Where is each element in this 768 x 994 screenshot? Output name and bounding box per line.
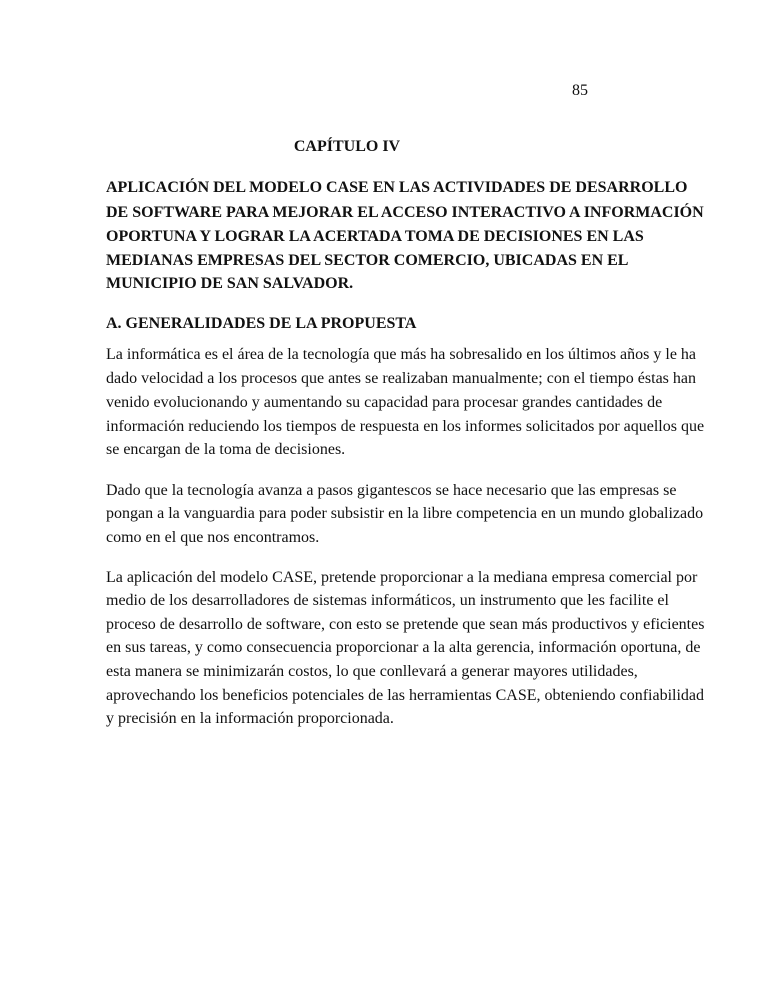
chapter-title: CAPÍTULO IV [293,138,401,155]
paragraph-line: en sus tareas, y como consecuencia proporcionar a la alta gerencia, información oportuna, de [106,639,701,656]
paragraph-line: medio de los desarrolladores de sistemas informáticos, un instrumento que les facilite el [106,592,669,609]
paragraph-line: aprovechando los beneficios potenciales de las herramientas CASE, obteniendo confiabilidad [106,687,705,704]
section-title: A. GENERALIDADES DE LA PROPUESTA [106,315,417,332]
paragraph-line: pongan a la vanguardia para poder subsistir en la libre competencia en un mundo globalizado [106,505,704,522]
paragraph-line: y precisión en la información proporcionada. [106,710,394,727]
heading-line: DE SOFTWARE PARA MEJORAR EL ACCESO INTERACTIVO A INFORMACIÓN [106,204,704,221]
paragraph-line: La informática es el área de la tecnología que más ha sobresalido en los últimos años y le ha [106,346,697,363]
heading-line: MEDIANAS EMPRESAS DEL SECTOR COMERCIO, UBICADAS EN EL [106,252,629,269]
paragraph-line: La aplicación del modelo CASE, pretende proporcionar a la mediana empresa comercial por [106,569,698,586]
paragraph-line: esta manera se minimizarán costos, lo que conllevará a generar mayores utilidades, [106,663,638,680]
paragraph-line: se encargan de la toma de decisiones. [106,441,346,458]
paragraph-line: venido evolucionando y aumentando su capacidad para procesar grandes cantidades de [106,394,663,411]
paragraph-line: dado velocidad a los procesos que antes se realizaban manualmente; con el tiempo éstas han [106,370,697,387]
heading-line: APLICACIÓN DEL MODELO CASE EN LAS ACTIVIDADES DE DESARROLLO [106,179,688,196]
page-number: 85 [572,82,588,99]
heading-line: OPORTUNA Y LOGRAR LA ACERTADA TOMA DE DECISIONES EN LAS [106,228,644,245]
paragraph-line: proceso de desarrollo de software, con esto se pretende que sean más productivos y eficientes [106,616,705,633]
paragraph-line: como en el que nos encontramos. [106,529,320,546]
paragraph-line: Dado que la tecnología avanza a pasos gigantescos se hace necesario que las empresas se [106,482,677,499]
heading-line: MUNICIPIO DE SAN SALVADOR. [106,275,354,292]
paragraph-line: información reduciendo los tiempos de respuesta en los informes solicitados por aquellos que [106,418,705,435]
